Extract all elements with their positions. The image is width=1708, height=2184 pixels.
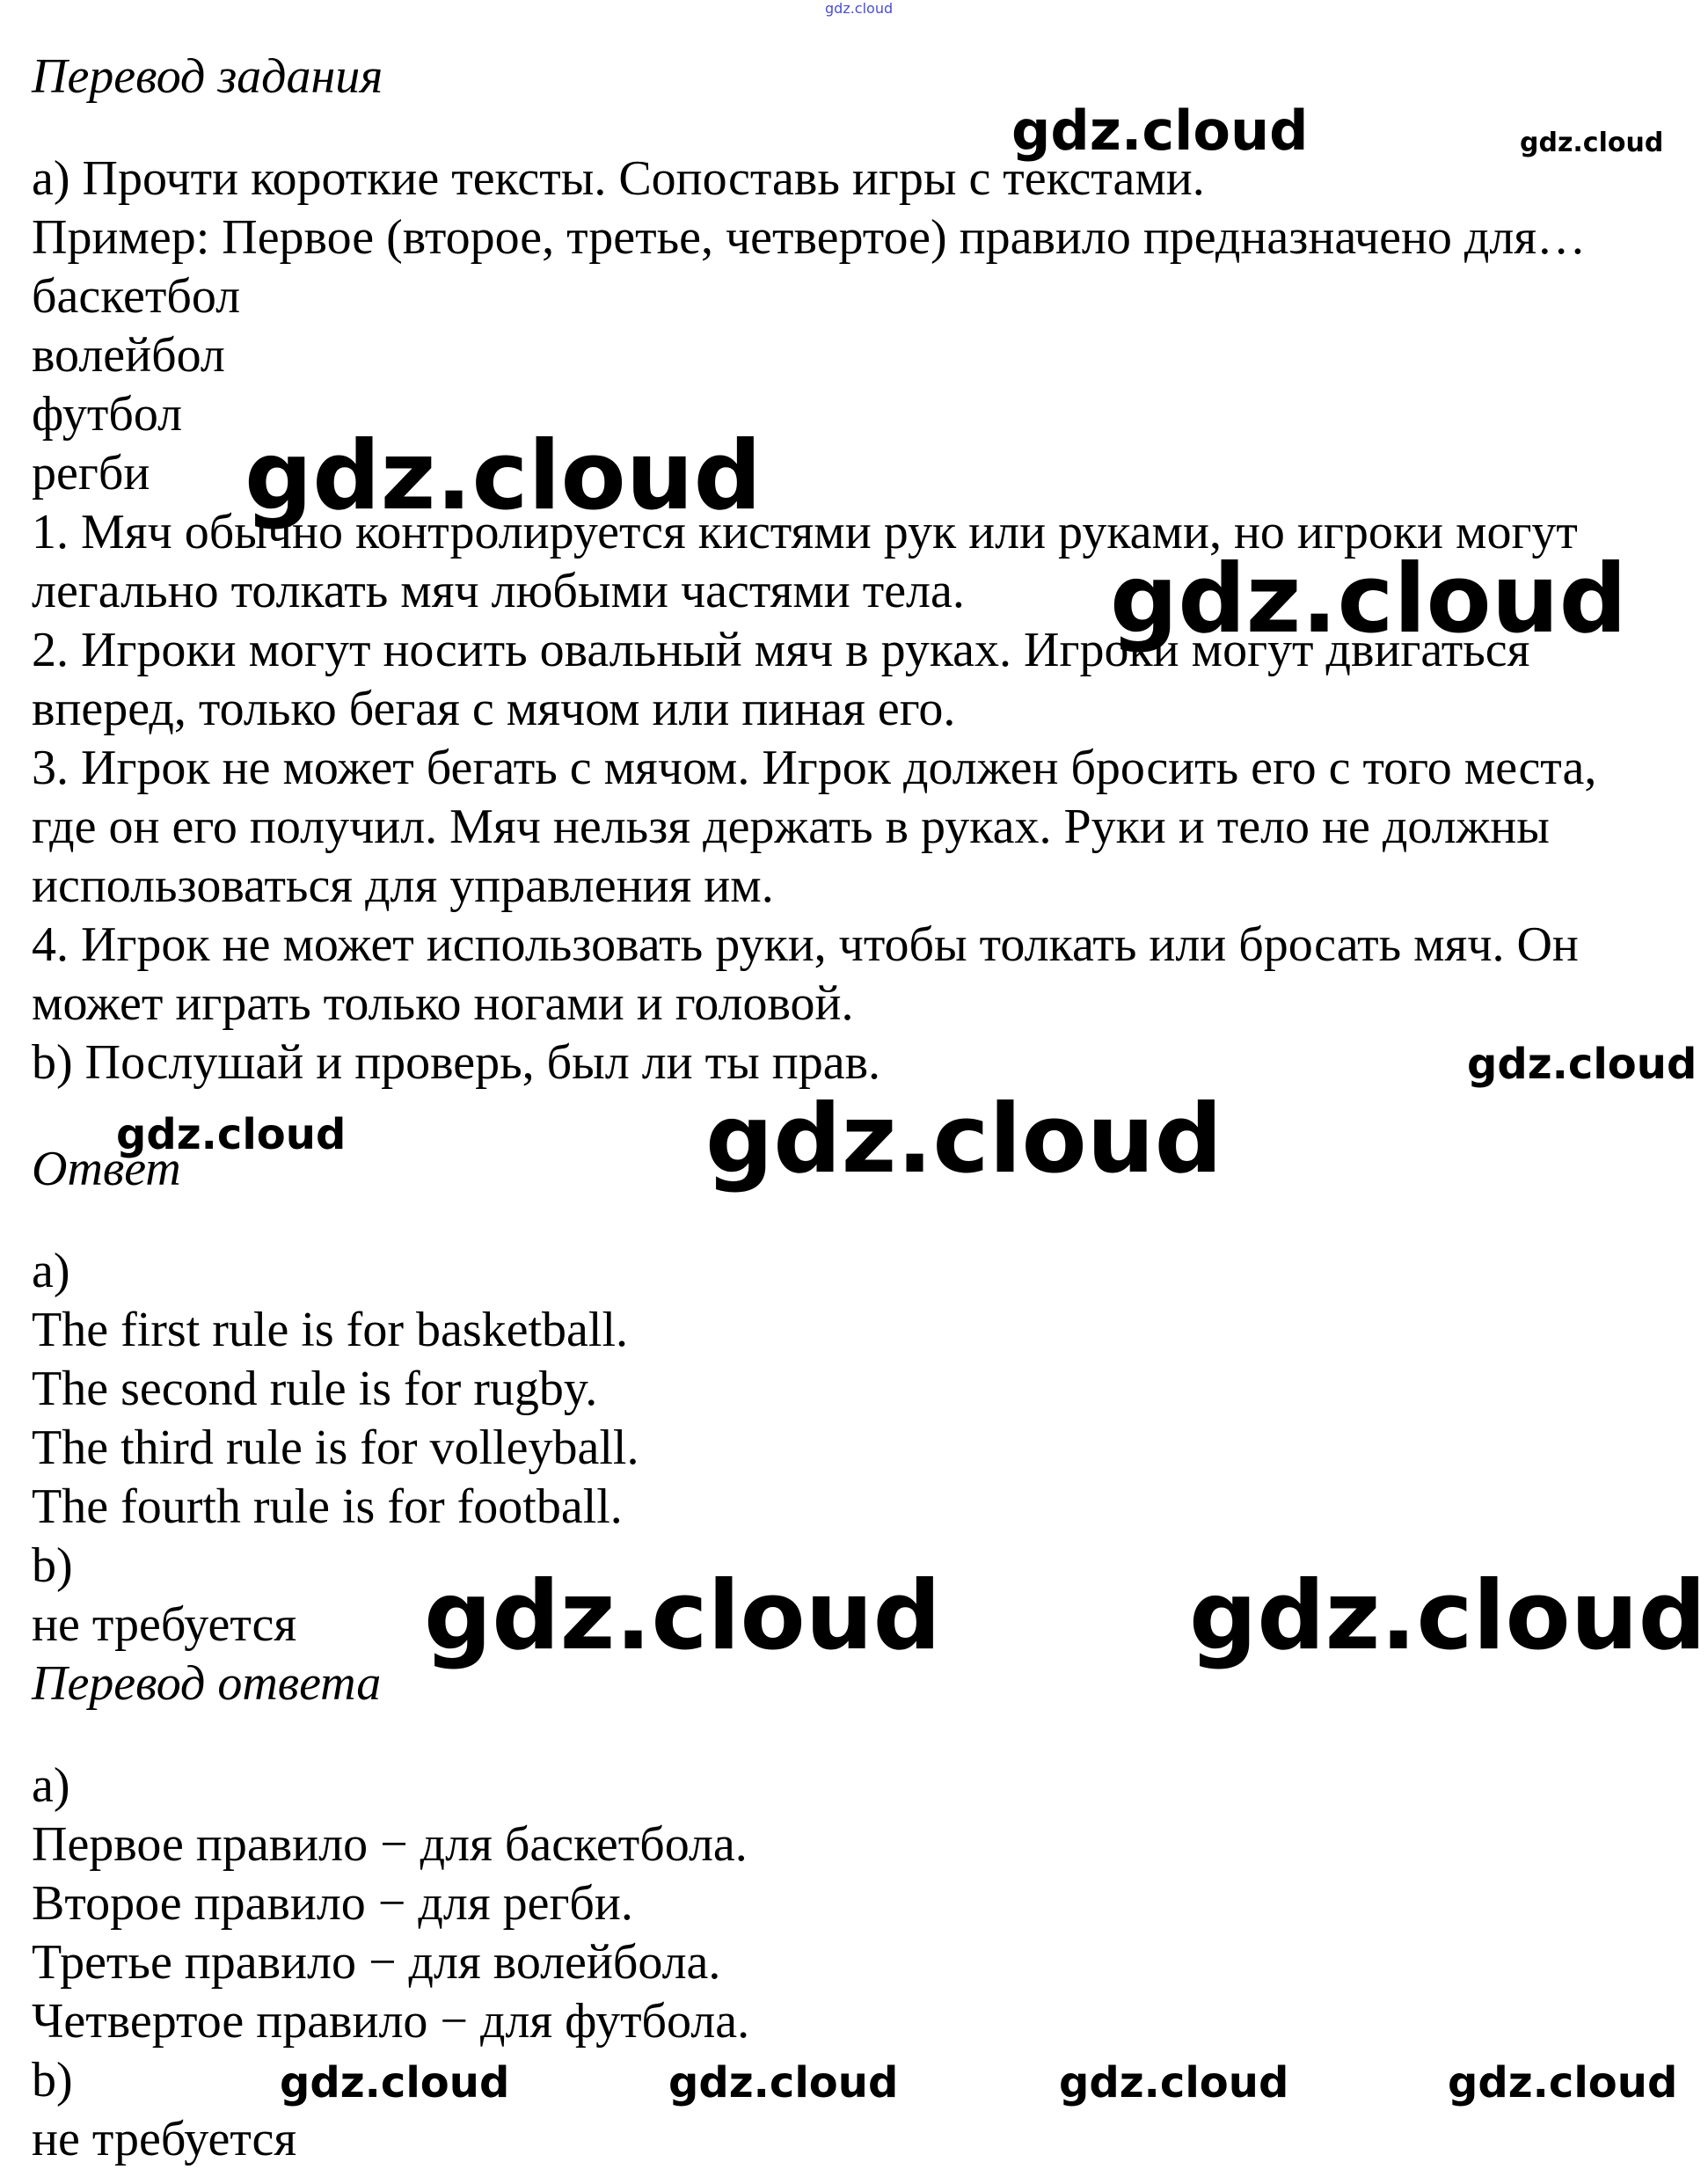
watermark: gdz.cloud xyxy=(1467,1040,1697,1089)
translation-line: b) xyxy=(32,2053,73,2107)
watermark: gdz.cloud xyxy=(1189,1561,1706,1671)
task-line: вперед, только бегая с мячом или пиная его. xyxy=(32,682,956,736)
answer-heading: Ответ xyxy=(32,1142,181,1196)
watermark: gdz.cloud xyxy=(1110,544,1627,654)
answer-line: не требуется xyxy=(32,1597,297,1652)
answer-line: b) xyxy=(32,1538,73,1593)
watermark: gdz.cloud xyxy=(1520,128,1664,158)
watermark: gdz.cloud xyxy=(668,2058,899,2107)
translation-line: Четвертое правило − для футбола. xyxy=(32,1994,750,2049)
task-line: волейбол xyxy=(32,328,225,383)
task-line: баскетбол xyxy=(32,269,241,324)
translation-line: не требуется xyxy=(32,2112,297,2166)
task-line: 2. Игроки могут носить овальный мяч в руках. Игроки могут двигаться xyxy=(32,623,1530,677)
watermark: gdz.cloud xyxy=(1011,99,1309,163)
task-line: a) Прочти короткие тексты. Сопоставь игры с текстами. xyxy=(32,151,1205,206)
task-line: использоваться для управления им. xyxy=(32,858,774,913)
watermark: gdz.cloud xyxy=(705,1085,1223,1194)
task-line: где он его получил. Мяч нельзя держать в руках. Руки и тело не должны xyxy=(32,800,1550,854)
task-line: может играть только ногами и головой. xyxy=(32,976,854,1031)
task-line: 1. Мяч обычно контролируется кистями рук или руками, но игроки могут xyxy=(32,505,1578,559)
watermark: gdz.cloud xyxy=(245,421,762,531)
translation-line: Первое правило − для баскетбола. xyxy=(32,1817,748,1872)
answer-line: The fourth rule is for football. xyxy=(32,1479,623,1534)
task-line: легально толкать мяч любыми частями тела. xyxy=(32,564,965,618)
watermark: gdz.cloud xyxy=(1448,2058,1678,2107)
answer-line: The first rule is for basketball. xyxy=(32,1303,629,1357)
answer-line: The third rule is for volleyball. xyxy=(32,1421,639,1475)
task-heading: Перевод задания xyxy=(32,49,383,104)
translation-line: Третье правило − для волейбола. xyxy=(32,1935,721,1990)
answer-line: The second rule is for rugby. xyxy=(32,1362,598,1416)
translation-line: Второе правило − для регби. xyxy=(32,1876,633,1931)
task-line: 3. Игрок не может бегать с мячом. Игрок должен бросить его с того места, xyxy=(32,741,1597,795)
watermark: gdz.cloud xyxy=(1059,2058,1289,2107)
translation-line: a) xyxy=(32,1758,70,1813)
watermark: gdz.cloud xyxy=(116,1110,347,1159)
task-line: футбол xyxy=(32,387,183,442)
header-watermark: gdz.cloud xyxy=(825,0,894,17)
answer-line: a) xyxy=(32,1244,70,1298)
task-line: b) Послушай и проверь, был ли ты прав. xyxy=(32,1035,881,1090)
task-line: Пример: Первое (второе, третье, четвертое) правило предназначено для… xyxy=(32,210,1587,265)
watermark: gdz.cloud xyxy=(424,1561,941,1671)
translation-heading: Перевод ответа xyxy=(32,1656,382,1711)
task-line: 4. Игрок не может использовать руки, чтобы толкать или бросать мяч. Он xyxy=(32,917,1579,972)
task-line: регби xyxy=(32,446,150,500)
watermark: gdz.cloud xyxy=(280,2058,510,2107)
